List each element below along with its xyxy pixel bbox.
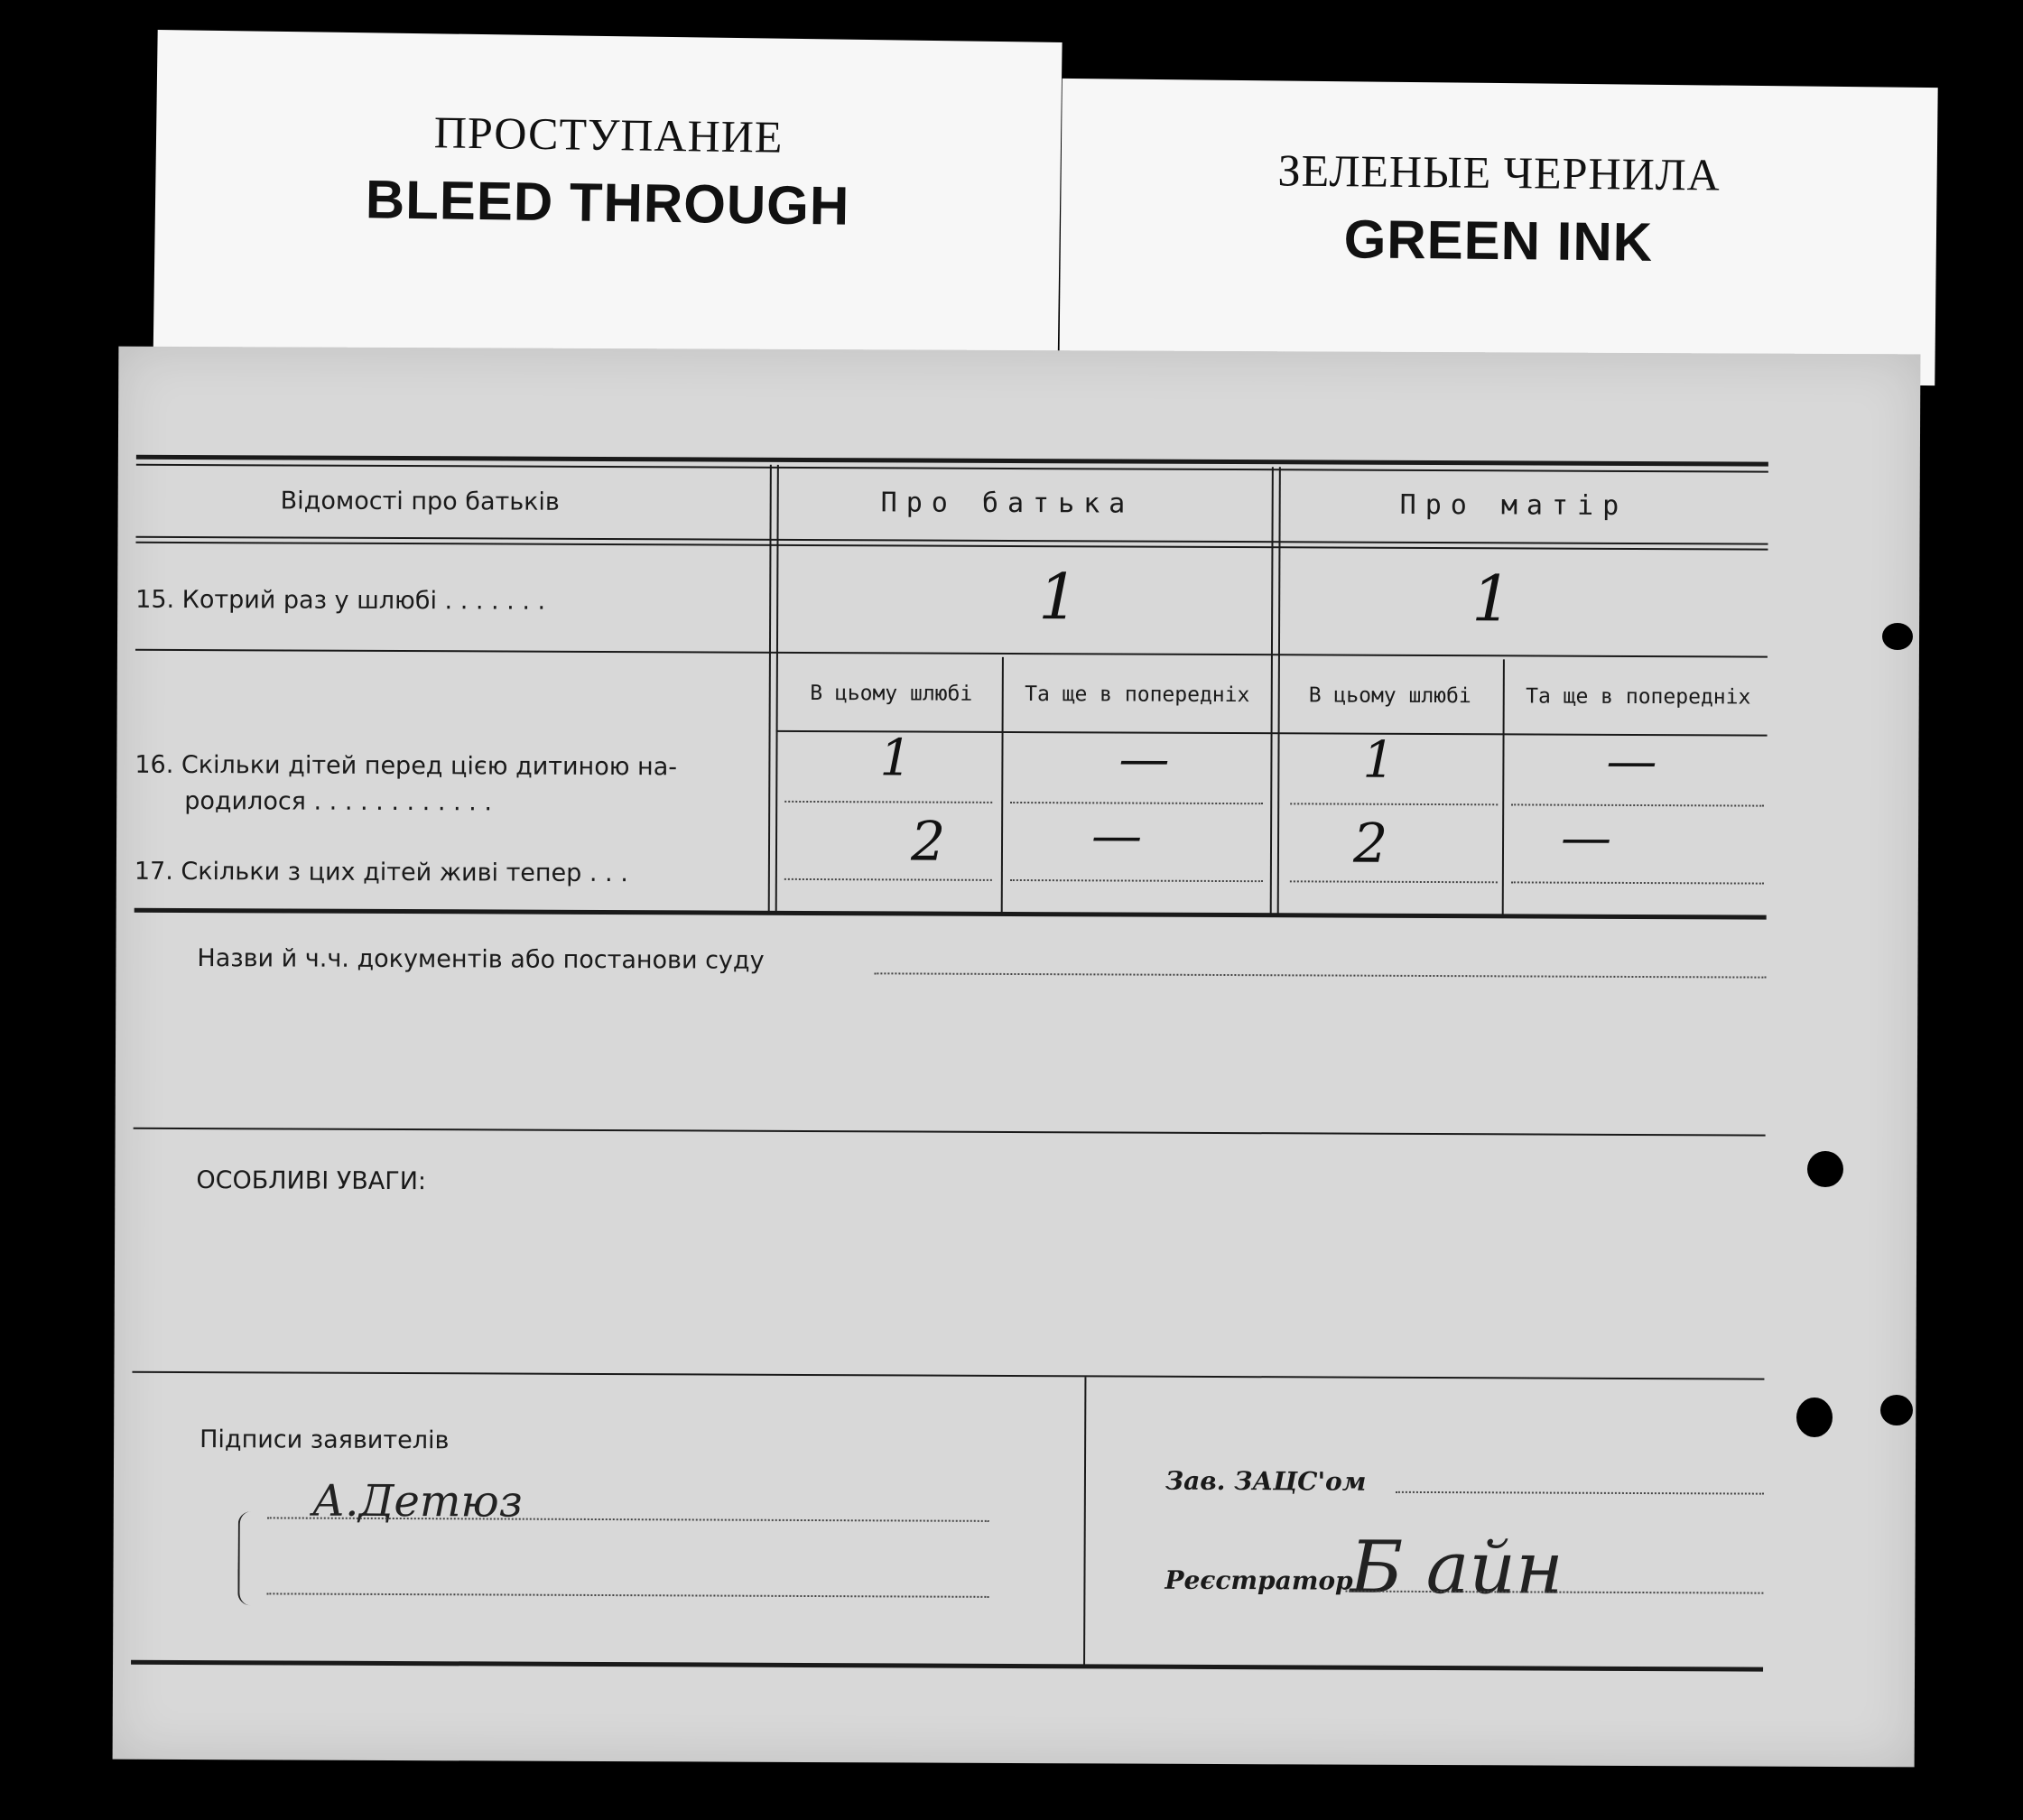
row-16-mother-this: 1 — [1362, 730, 1396, 790]
row-16-father-prev: — — [1118, 729, 1170, 789]
mother-subcol-separator — [1502, 659, 1505, 917]
row-16-mother-this-dots — [1290, 803, 1498, 805]
form-bottom-rule — [131, 1660, 1763, 1672]
row-16-father-prev-dots — [1010, 802, 1263, 804]
row-17-mother-prev-dots — [1511, 881, 1764, 884]
green-ink-card — [1059, 79, 1937, 385]
col-separator-1 — [768, 465, 779, 915]
row-17-father-prev: — — [1090, 806, 1143, 866]
row-16-mother-prev-dots — [1511, 803, 1764, 806]
father-subcol-separator — [1001, 657, 1004, 915]
row-17-mother-this: 2 — [1352, 812, 1388, 876]
registrar-signature: Б айн — [1350, 1525, 1564, 1611]
header-about-father: Про батька — [880, 487, 1135, 520]
documents-label: Назви й ч.ч. документів або постанови суду — [197, 944, 765, 975]
row-15-bottom-rule — [135, 649, 1768, 658]
col-separator-2 — [1270, 467, 1281, 916]
head-zags-line — [1396, 1491, 1764, 1495]
row-17-mother-this-dots — [1290, 880, 1498, 883]
applicant-signatures-label: Підписи заявителів — [200, 1425, 450, 1455]
row-16-father-this: 1 — [879, 729, 913, 788]
green-ink-ru: ЗЕЛЕНЫЕ ЧЕРНИЛА — [1277, 144, 1721, 200]
bleed-through-card — [153, 30, 1062, 385]
punch-hole — [1807, 1151, 1843, 1187]
notes-top-rule — [134, 1128, 1766, 1137]
header-parents-info: Відомості про батьків — [280, 487, 560, 516]
row-17-father-this: 2 — [910, 810, 946, 874]
row-16-label-line2: родилося . . . . . . . . . . . . — [184, 786, 493, 817]
father-previous-header: Та ще в попередніх — [1025, 682, 1250, 708]
signatures-col-separator — [1083, 1377, 1086, 1666]
row-16-father-this-dots — [784, 801, 992, 803]
registrar-label: Реєстратор — [1165, 1565, 1353, 1596]
row-15-label: 15. Котрий раз у шлюбі . . . . . . . — [135, 585, 546, 616]
row-15-mother-value: 1 — [1471, 562, 1512, 636]
notes-label: ОСОБЛИВІ УВАГИ: — [196, 1166, 427, 1196]
bleed-through-en: BLEED THROUGH — [365, 169, 850, 237]
punch-hole — [1796, 1398, 1833, 1437]
mother-previous-header: Та ще в попередніх — [1526, 684, 1751, 710]
applicant-signature-line-2 — [266, 1592, 988, 1597]
punch-hole — [1882, 623, 1913, 650]
table-bottom-rule — [135, 908, 1767, 920]
row-16-label-line1: 16. Скільки дітей перед цією дитиною на- — [135, 750, 678, 782]
registration-form — [113, 347, 1921, 1768]
signatures-top-rule — [132, 1371, 1764, 1380]
punch-hole — [1880, 1395, 1913, 1425]
header-about-mother: Про матір — [1399, 488, 1629, 522]
row-17-father-this-dots — [784, 878, 992, 881]
mother-this-marriage-header: В цьому шлюбі — [1308, 683, 1471, 709]
row-15-father-value: 1 — [1038, 560, 1079, 635]
applicant-signature: А.Детюз — [311, 1475, 523, 1528]
bleed-through-ru: ПРОСТУПАНИЕ — [433, 107, 784, 162]
signature-brace — [237, 1511, 255, 1605]
row-17-father-prev-dots — [1010, 879, 1263, 882]
head-zags-label: Зав. ЗАЦС'ом — [1165, 1465, 1367, 1497]
row-17-mother-prev: — — [1560, 808, 1612, 868]
father-this-marriage-header: В цьому шлюбі — [810, 681, 973, 706]
documents-dots — [874, 972, 1766, 978]
row-16-mother-prev: — — [1606, 731, 1657, 792]
row-17-label: 17. Скільки з цих дітей живі тепер . . . — [134, 857, 628, 888]
green-ink-en: GREEN INK — [1343, 209, 1654, 273]
